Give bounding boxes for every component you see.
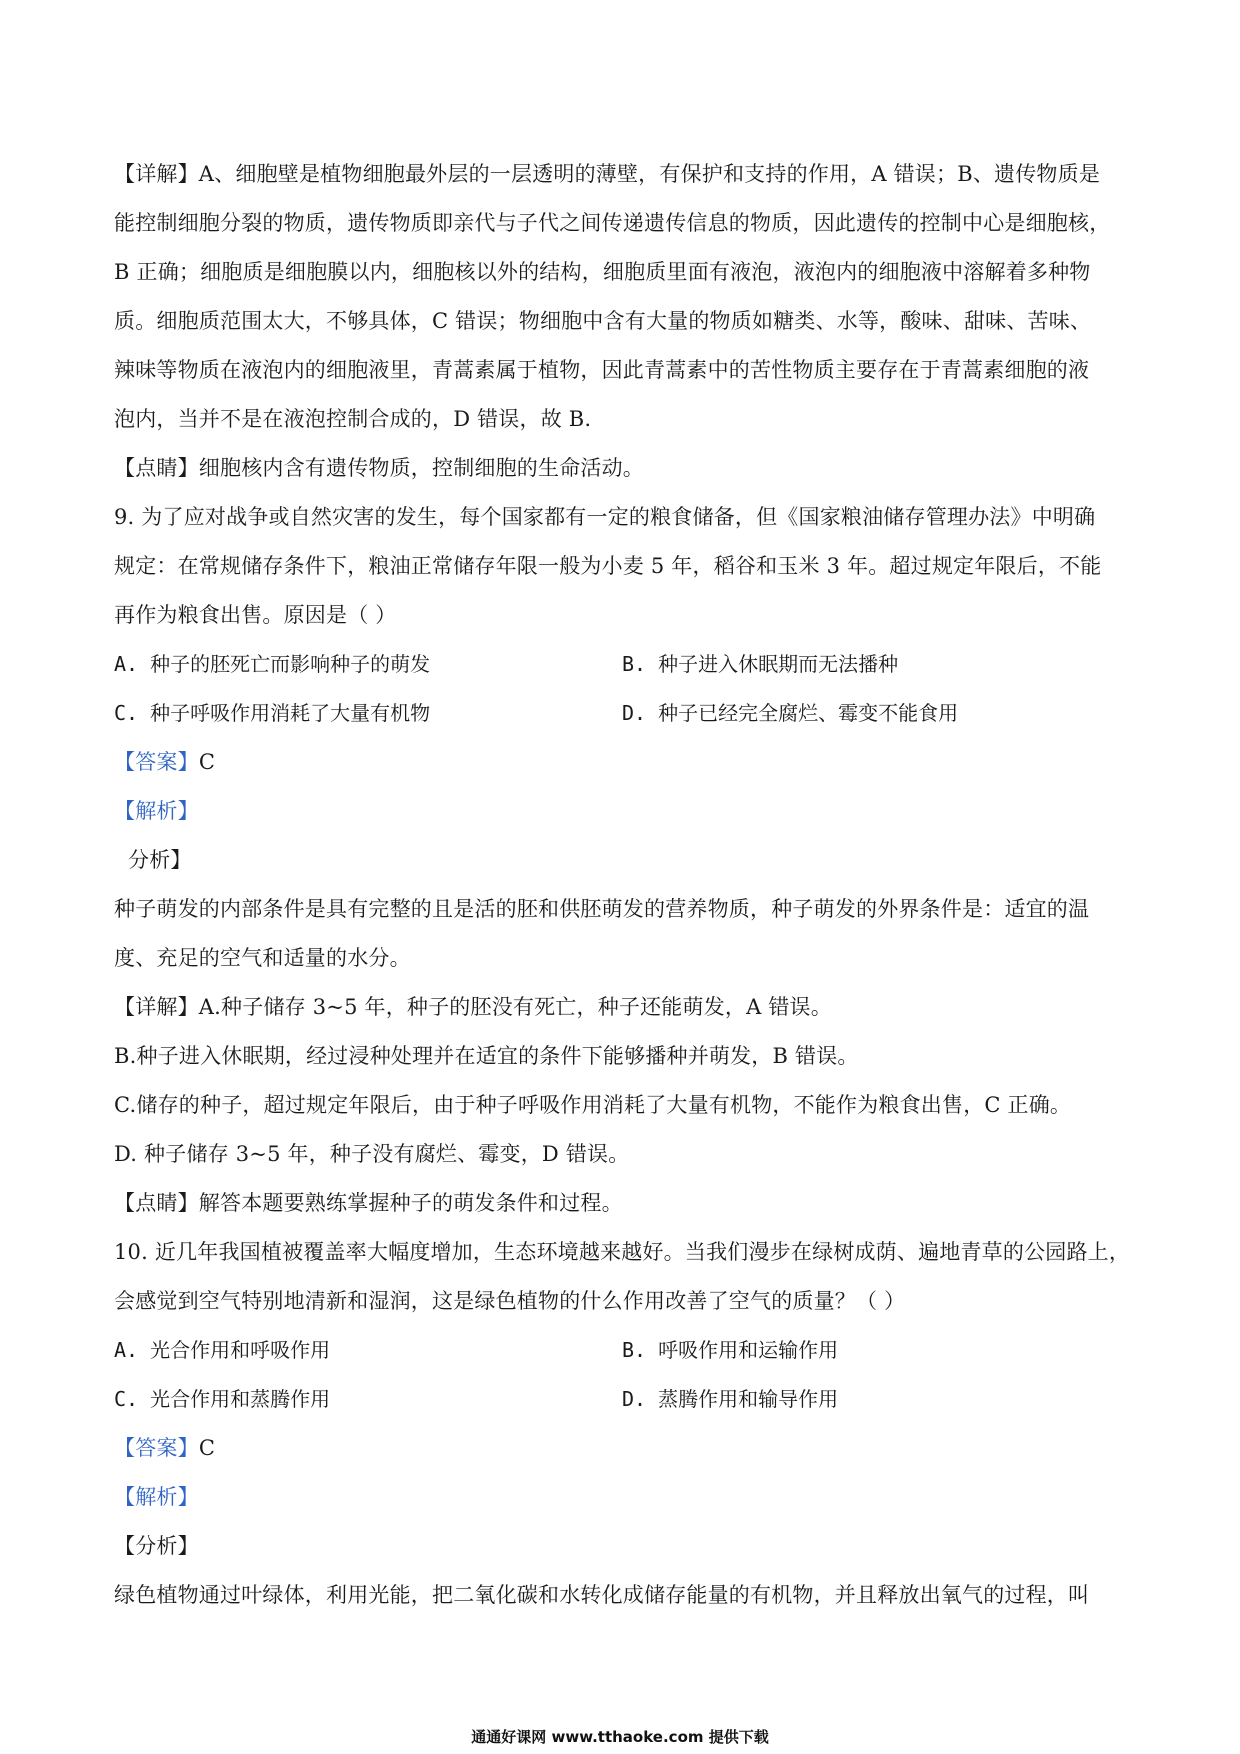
question-9 [114,493,1134,1228]
q8-detail-line: 辣味等物质在液泡内的细胞液里，青蒿素属于植物，因此青蒿素中的苦性物质主要存在于青蒿素细胞的液 [114,358,1090,382]
q9-detail-line: C.储存的种子，超过规定年限后，由于种子呼吸作用消耗了大量有机物，不能作为粮食出售，C 正确。 [114,1093,1072,1117]
q10-option-d: D. 蒸腾作用和输导作用 [622,1387,839,1411]
q9-options-row [114,640,1134,689]
q9-stem-line: 9. 为了应对战争或自然灾害的发生，每个国家都有一定的粮食储备，但《国家粮油储存管理办法》中明确 [114,505,1096,529]
q10-analysis-heading [114,1473,1134,1522]
q9-fenxi-line: 度、充足的空气和适量的水分。 [114,946,411,970]
q9-fenxi-tag: 分析】 [128,848,192,872]
q10-answer-tag: 【答案】 [114,1436,199,1460]
q9-detail-line: B.种子进入休眠期，经过浸种处理并在适宜的条件下能够播种并萌发，B 错误。 [114,1044,859,1068]
q9-detail-line: 【详解】A.种子储存 3~5 年，种子的胚没有死亡，种子还能萌发，A 错误。 [114,995,832,1019]
q9-fenxi-heading [114,836,1134,885]
q9-option-d: D. 种子已经完全腐烂、霉变不能食用 [622,701,959,725]
q10-option-c: C. 光合作用和蒸腾作用 [114,1387,331,1411]
q10-options-row [114,1375,1134,1424]
q8-detail-line: 能控制细胞分裂的物质，遗传物质即亲代与子代之间传递遗传信息的物质，因此遗传的控制中心是细胞核， [114,211,1111,235]
q8-detail-line: 泡内，当并不是在液泡控制合成的，D 错误，故 B. [114,407,592,431]
q8-point: 【点睛】细胞核内含有遗传物质，控制细胞的生命活动。 [114,456,644,480]
page-footer: 通通好课网 www.tthaoke.com 提供下载 [471,1728,769,1746]
q8-detail [114,150,1134,493]
q9-options-row [114,689,1134,738]
q10-analysis-tag: 【解析】 [114,1485,199,1509]
q10-option-b: B. 呼吸作用和运输作用 [622,1338,839,1362]
q10-stem-line: 会感觉到空气特别地清新和湿润，这是绿色植物的什么作用改善了空气的质量？（ ） [114,1289,906,1313]
q9-option-b: B. 种子进入休眠期而无法播种 [622,652,899,676]
q10-answer [114,1424,1134,1473]
q9-answer-tag: 【答案】 [114,750,199,774]
q9-option-a: A. 种子的胚死亡而影响种子的萌发 [114,652,431,676]
q8-detail-line: 【详解】A、细胞壁是植物细胞最外层的一层透明的薄壁，有保护和支持的作用，A 错误；B、遗传物质是 [114,162,1101,186]
q10-fenxi-line: 绿色植物通过叶绿体，利用光能，把二氧化碳和水转化成储存能量的有机物，并且释放出氧气的过程，叫 [114,1583,1090,1607]
q9-analysis-heading [114,787,1134,836]
q9-detail-line: D. 种子储存 3~5 年，种子没有腐烂、霉变，D 错误。 [114,1142,630,1166]
q10-stem-line: 10. 近几年我国植被覆盖率大幅度增加，生态环境越来越好。当我们漫步在绿树成荫、遍地青草的公园路上， [114,1240,1131,1264]
q8-detail-line: B 正确；细胞质是细胞膜以内，细胞核以外的结构，细胞质里面有液泡，液泡内的细胞液中溶解着多种物 [114,260,1091,284]
q10-answer-value: C [198,1436,216,1460]
q9-analysis-tag: 【解析】 [114,799,199,823]
q9-point: 【点睛】解答本题要熟练掌握种子的萌发条件和过程。 [114,1191,623,1215]
q10-fenxi-heading [114,1522,1134,1571]
q9-answer-value: C [198,750,216,774]
q9-option-c: C. 种子呼吸作用消耗了大量有机物 [114,701,431,725]
q9-answer [114,738,1134,787]
q8-detail-line: 质。细胞质范围太大，不够具体，C 错误；物细胞中含有大量的物质如糖类、水等，酸味、甜味、苦味、 [114,309,1092,333]
q9-stem-line: 再作为粮食出售。原因是（ ） [114,603,397,627]
q10-options-row [114,1326,1134,1375]
question-10 [114,1228,1134,1620]
document-page [114,150,1134,1620]
q10-fenxi-tag: 【分析】 [114,1534,199,1558]
q9-stem-line: 规定：在常规储存条件下，粮油正常储存年限一般为小麦 5 年，稻谷和玉米 3 年。超过规定年限后，不能 [114,554,1102,578]
q10-option-a: A. 光合作用和呼吸作用 [114,1338,331,1362]
q9-fenxi-line: 种子萌发的内部条件是具有完整的且是活的胚和供胚萌发的营养物质，种子萌发的外界条件是：适宜的温 [114,897,1090,921]
